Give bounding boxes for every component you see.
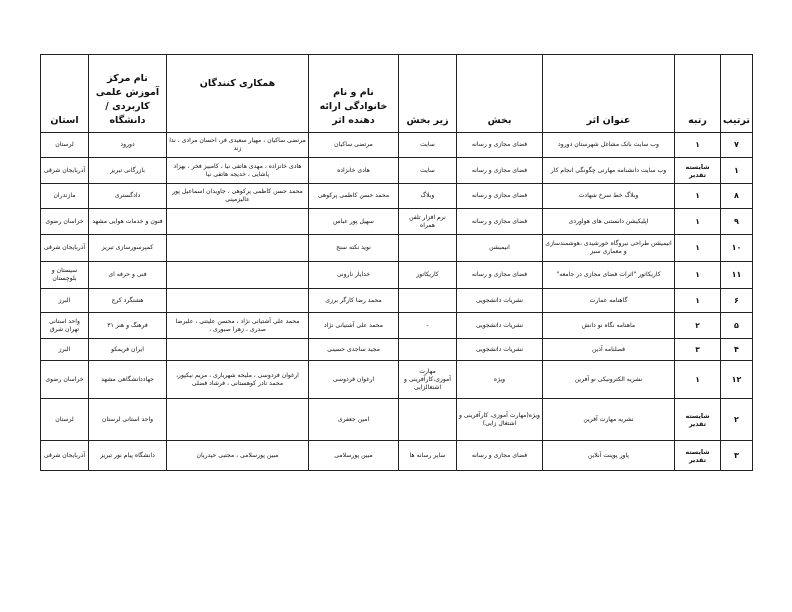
cell-center: دورود bbox=[89, 133, 167, 158]
cell-order: ۳ bbox=[721, 441, 753, 471]
cell-collaborators bbox=[167, 262, 309, 289]
cell-section: ویژه bbox=[457, 361, 543, 399]
cell-collaborators bbox=[167, 209, 309, 235]
cell-title: ماهنامه نگاه نو دانش bbox=[543, 313, 675, 339]
table-row bbox=[41, 209, 753, 235]
cell-collaborators: مرتضی ساکیان ، مهیار سعیدی فر، احسان مرادی ، ندا زند bbox=[167, 133, 309, 158]
cell-presenter: نوید نکته سنج bbox=[309, 235, 399, 262]
table-row bbox=[41, 158, 753, 184]
cell-order: ۵ bbox=[721, 313, 753, 339]
header-subsection: زیر بخش bbox=[399, 55, 457, 133]
cell-order: ۱۲ bbox=[721, 361, 753, 399]
cell-order: ۴ bbox=[721, 339, 753, 361]
table-row bbox=[41, 262, 753, 289]
cell-center: جهاددانشگاهی مشهد bbox=[89, 361, 167, 399]
cell-title: فصلنامه آذین bbox=[543, 339, 675, 361]
cell-subsection: سایت bbox=[399, 133, 457, 158]
cell-province: سیستان و بلوچستان bbox=[41, 262, 89, 289]
cell-collaborators bbox=[167, 289, 309, 313]
cell-rank: ۱ bbox=[675, 289, 721, 313]
table-row bbox=[41, 339, 753, 361]
cell-province: آذربایجان شرقی bbox=[41, 158, 89, 184]
cell-subsection: کاریکاتور bbox=[399, 262, 457, 289]
cell-province: واحد استانی تهران شرق bbox=[41, 313, 89, 339]
table-row bbox=[41, 133, 753, 158]
table-row bbox=[41, 399, 753, 441]
cell-center: دانشگاه پیام نور تبریز bbox=[89, 441, 167, 471]
cell-section: فضای مجازی و رسانه bbox=[457, 158, 543, 184]
cell-presenter: هادی خانزاده bbox=[309, 158, 399, 184]
cell-presenter: امین جعفری bbox=[309, 399, 399, 441]
cell-title: وب سایت دانشنامه مهارتی چگونگی انجام کار bbox=[543, 158, 675, 184]
results-table bbox=[40, 54, 753, 471]
cell-subsection: مهارت آموزی،کارآفرینی و اشتغالزایی bbox=[399, 361, 457, 399]
cell-presenter: محمد حسن کاظمی پرکوهی bbox=[309, 184, 399, 209]
cell-rank: ۱ bbox=[675, 133, 721, 158]
table-row bbox=[41, 235, 753, 262]
cell-section: انیمیشن bbox=[457, 235, 543, 262]
cell-order: ۲ bbox=[721, 399, 753, 441]
cell-collaborators: محمد علی آشتیانی نژاد ، محسن علیتنی ، علیرضا صدری ، زهرا صبوری ، bbox=[167, 313, 309, 339]
header-center: نام مرکز آموزش علمی کاربردی /دانشگاه bbox=[89, 55, 167, 133]
cell-province: خراسان رضوی bbox=[41, 209, 89, 235]
cell-title: کاریکاتور "اثرات فضای مجازی در جامعه" bbox=[543, 262, 675, 289]
header-row bbox=[41, 55, 753, 133]
cell-section: فضای مجازی و رسانه bbox=[457, 133, 543, 158]
cell-rank: شایسته تقدیر bbox=[675, 441, 721, 471]
cell-order: ۱۱ bbox=[721, 262, 753, 289]
header-province: استان bbox=[41, 55, 89, 133]
cell-subsection: سایر رسانه ها bbox=[399, 441, 457, 471]
cell-province: البرز bbox=[41, 289, 89, 313]
cell-province: البرز bbox=[41, 339, 89, 361]
cell-center: واحد استانی لرستان bbox=[89, 399, 167, 441]
cell-section: فضای مجازی و رسانه bbox=[457, 441, 543, 471]
cell-center: فنون و خدمات هوایی مشهد bbox=[89, 209, 167, 235]
table-row bbox=[41, 361, 753, 399]
cell-rank: ۱ bbox=[675, 361, 721, 399]
header-work-title: عنوان اثر bbox=[543, 55, 675, 133]
cell-rank: شایسته تقدیر bbox=[675, 158, 721, 184]
cell-collaborators bbox=[167, 235, 309, 262]
cell-province: لرستان bbox=[41, 133, 89, 158]
cell-collaborators bbox=[167, 339, 309, 361]
cell-center: هشتگرد کرج bbox=[89, 289, 167, 313]
cell-presenter: مرتضی ساکیان bbox=[309, 133, 399, 158]
cell-subsection bbox=[399, 289, 457, 313]
cell-collaborators: هادی خانزاده ، مهدی هاتفی نیا ، کامبیز فخر ، بهزاد پاشایی ، خدیجه هاتفی نیا bbox=[167, 158, 309, 184]
cell-section: ویژه(مهارت آموزی، کارآفرینی و اشتغال زایی) bbox=[457, 399, 543, 441]
table-row bbox=[41, 184, 753, 209]
cell-province: لرستان bbox=[41, 399, 89, 441]
cell-title: وبلاگ خط سرخ شهادت bbox=[543, 184, 675, 209]
cell-presenter: سهیل پور عباس bbox=[309, 209, 399, 235]
header-section: بخش bbox=[457, 55, 543, 133]
cell-section: فضای مجازی و رسانه bbox=[457, 209, 543, 235]
table-row bbox=[41, 441, 753, 471]
cell-title: نشریه مهارت آفرین bbox=[543, 399, 675, 441]
results-sheet bbox=[40, 54, 752, 471]
cell-presenter: مبین پورسلامی bbox=[309, 441, 399, 471]
cell-rank: ۱ bbox=[675, 184, 721, 209]
cell-center: فرهنگ و هنر ۳۱ bbox=[89, 313, 167, 339]
cell-section: فضای مجازی و رسانه bbox=[457, 184, 543, 209]
cell-title: گاهنامه عمارت bbox=[543, 289, 675, 313]
cell-province: آذربایجان شرقی bbox=[41, 441, 89, 471]
cell-presenter: ارغوان فردوسی bbox=[309, 361, 399, 399]
cell-presenter: خدایار نارونی bbox=[309, 262, 399, 289]
cell-section: نشریات دانشجویی bbox=[457, 339, 543, 361]
cell-collaborators: ارغوان فردوسی ، ملیحه شهریاری ، مریم نیکپور، محمد نادر کوهستانی ، فرشاد فضلی bbox=[167, 361, 309, 399]
cell-section: فضای مجازی و رسانه bbox=[457, 262, 543, 289]
cell-order: ۱۰ bbox=[721, 235, 753, 262]
cell-subsection: سایت bbox=[399, 158, 457, 184]
cell-center: فنی و حرفه ای bbox=[89, 262, 167, 289]
cell-center: دادگستری bbox=[89, 184, 167, 209]
cell-rank: ۱ bbox=[675, 235, 721, 262]
cell-center: کمپرسورسازی تبریز bbox=[89, 235, 167, 262]
cell-order: ۱ bbox=[721, 158, 753, 184]
cell-center: ایران فریمکو bbox=[89, 339, 167, 361]
cell-presenter: محمد علی آشتیانی نژاد bbox=[309, 313, 399, 339]
cell-subsection: وبلاگ bbox=[399, 184, 457, 209]
cell-province: آذربایجان شرقی bbox=[41, 235, 89, 262]
cell-presenter: مجید ساجدی حسینی bbox=[309, 339, 399, 361]
table-row bbox=[41, 289, 753, 313]
cell-collaborators: محمد حسن کاظمی پرکوهی ، جاویدان اسماعیل پور عالیزمینی bbox=[167, 184, 309, 209]
cell-rank: ۲ bbox=[675, 313, 721, 339]
cell-subsection: نرم افزار تلفن همراه bbox=[399, 209, 457, 235]
cell-rank: شایسته تقدیر bbox=[675, 399, 721, 441]
table-row bbox=[41, 313, 753, 339]
cell-title: پاور پوینت آنلاین bbox=[543, 441, 675, 471]
header-presenter: نام و نام خانوادگی ارائه دهنده اثر bbox=[309, 55, 399, 133]
cell-title: نشریه الکترونیکی نو آفرین bbox=[543, 361, 675, 399]
cell-rank: ۱ bbox=[675, 209, 721, 235]
cell-order: ۶ bbox=[721, 289, 753, 313]
cell-center: بازرگانی تبریز bbox=[89, 158, 167, 184]
header-order: ترتیب bbox=[721, 55, 753, 133]
cell-province: مازندران bbox=[41, 184, 89, 209]
cell-subsection bbox=[399, 399, 457, 441]
cell-title: وب سایت بانک مشاغل شهرستان دورود bbox=[543, 133, 675, 158]
cell-subsection bbox=[399, 235, 457, 262]
cell-title: انیمیشن طراحی نیروگاه خورشیدی ،هوشمندسازی و معماری سبز bbox=[543, 235, 675, 262]
cell-collaborators: مبین پورسلامی ، مجتبی حیدریان bbox=[167, 441, 309, 471]
cell-order: ۷ bbox=[721, 133, 753, 158]
cell-subsection: - bbox=[399, 313, 457, 339]
cell-section: نشریات دانشجویی bbox=[457, 289, 543, 313]
cell-subsection bbox=[399, 339, 457, 361]
cell-title: اپلیکیشن دانستنی های هواوردی bbox=[543, 209, 675, 235]
cell-order: ۹ bbox=[721, 209, 753, 235]
cell-province: خراسان رضوی bbox=[41, 361, 89, 399]
header-rank: رتبه bbox=[675, 55, 721, 133]
cell-collaborators bbox=[167, 399, 309, 441]
cell-presenter: محمد رضا کارگر برزی bbox=[309, 289, 399, 313]
cell-section: نشریات دانشجویی bbox=[457, 313, 543, 339]
cell-rank: ۳ bbox=[675, 339, 721, 361]
cell-rank: ۱ bbox=[675, 262, 721, 289]
header-collaborators: همکاری کنندگان bbox=[167, 55, 309, 133]
cell-order: ۸ bbox=[721, 184, 753, 209]
